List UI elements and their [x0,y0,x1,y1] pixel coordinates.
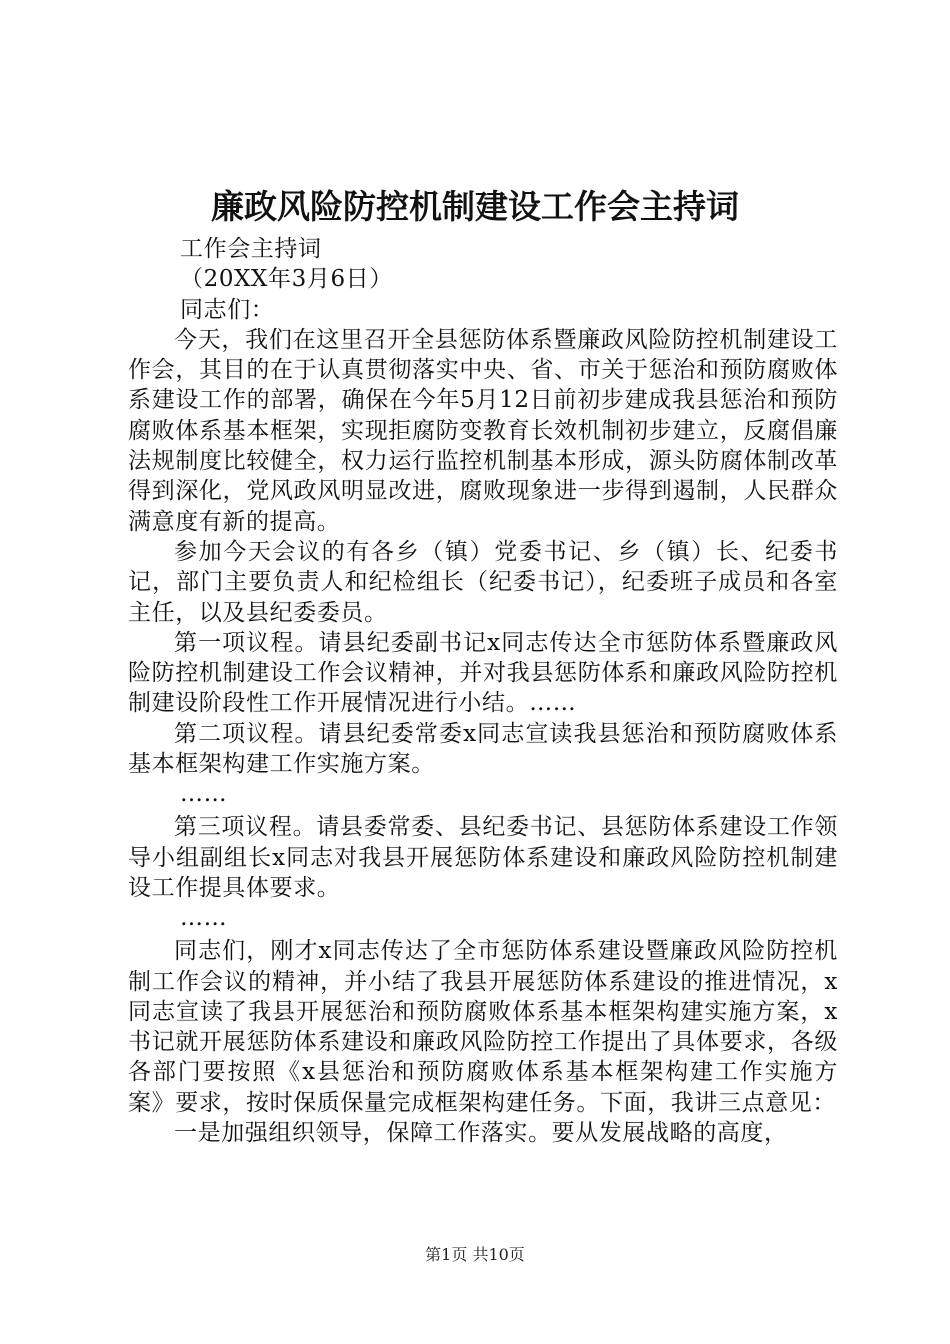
ellipsis-line: …… [180,781,228,808]
paragraph: 第一项议程。请县纪委副书记x同志传达全市惩防体系暨廉政风险防控机制建设工作会议精神，并对我县惩防体系和廉政风险防控机制建设阶段性工作开展情况进行小结。…… [128,629,838,717]
paragraph: 参加今天会议的有各乡（镇）党委书记、乡（镇）长、纪委书记，部门主要负责人和纪检组长（纪委书记），纪委班子成员和各室主任，以及县纪委委员。 [128,538,838,626]
paragraph: 同志们： [180,296,275,323]
paragraph: 同志们，刚才x同志传达了全市惩防体系建设暨廉政风险防控机制工作会议的精神，并小结了我县开展惩防体系建设的推进情况，x同志宣读了我县开展惩治和预防腐败体系基本框架构建实施方案，x书记就开展惩防体系建设和廉政风险防控工作提出了具体要求，各级各部门要按照《x县惩治和预防腐败体系基本框架构建工作实施方案》要求，按时保质保量完成框架构建任务。下面，我讲三点意见： [128,938,838,1116]
page-footer: 第1页 共10页 [425,1245,525,1264]
document-title: 廉政风险防控机制建设工作会主持词 [211,187,739,226]
paragraph: （20XX年3月6日） [180,266,393,293]
ellipsis-line: …… [180,905,228,932]
paragraph: 第三项议程。请县委常委、县纪委书记、县惩防体系建设工作领导小组副组长x同志对我县开展惩防体系建设和廉政风险防控机制建设工作提具体要求。 [128,814,838,901]
paragraph: 今天，我们在这里召开全县惩防体系暨廉政风险防控机制建设工作会，其目的在于认真贯彻落实中央、省、市关于惩治和预防腐败体系建设工作的部署，确保在今年5月12日前初步建成我县惩治和预防腐败体系基本框架，实现拒腐防变教育长效机制初步建立，反腐倡廉法规制度比较健全，权力运行监控机制基本形成，源头防腐体制改革得到深化，党风政风明显改进，腐败现象进一步得到遏制，人民群众满意度有新的提高。 [128,326,838,535]
paragraph: 第二项议程。请县纪委常委x同志宣读我县惩治和预防腐败体系基本框架构建工作实施方案。 [128,720,838,778]
document-body [128,234,838,1148]
paragraph: 工作会主持词 [180,236,322,262]
paragraph: 一是加强组织领导，保障工作落实。要从发展战略的高度， [174,1120,788,1147]
